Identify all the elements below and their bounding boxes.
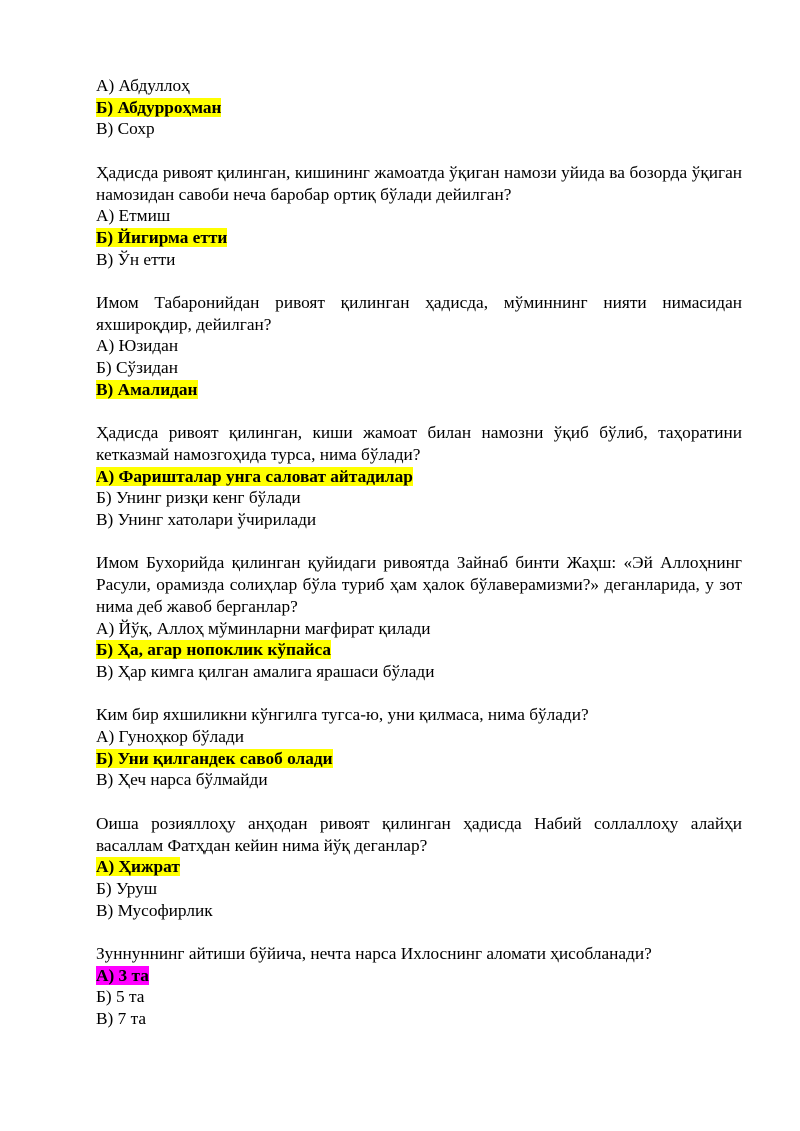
question-block bbox=[96, 292, 742, 401]
question-block bbox=[96, 552, 742, 682]
answer-option: А) Етмиш bbox=[96, 206, 171, 226]
answer-option: В) Унинг хатолари ўчирилади bbox=[96, 510, 317, 530]
answer-option: В) 7 та bbox=[96, 1009, 146, 1029]
correct-answer-option: Б) Ҳа, агар нопоклик кўпайса bbox=[96, 640, 332, 660]
answer-option: В) Ўн етти bbox=[96, 249, 176, 269]
question-text: Ҳадисда ривоят қилинган, киши жамоат билан намозни ўқиб бўлиб, таҳоратини кетказмай намозгоҳида турса, нима бўлади? bbox=[96, 423, 742, 464]
question-text: Зуннуннинг айтиши бўйича, нечта нарса Ихлоснинг аломати ҳисобланади? bbox=[96, 944, 652, 964]
question-block bbox=[96, 943, 742, 1030]
answer-option: Б) Унинг ризқи кенг бўлади bbox=[96, 488, 301, 508]
answer-option: В) Ҳеч нарса бўлмайди bbox=[96, 770, 268, 790]
correct-answer-option: А) Фаришталар унга саловат айтадилар bbox=[96, 466, 413, 486]
answer-option: Б) Сўзидан bbox=[96, 358, 178, 378]
question-text: Ҳадисда ривоят қилинган, кишининг жамоатда ўқиган намози уйида ва бозорда ўқиган намозидан савоби неча баробар ортиқ бўлади дейилган? bbox=[96, 162, 742, 204]
question-block bbox=[96, 75, 742, 140]
question-block bbox=[96, 162, 742, 271]
correct-answer-option: А) Ҳижрат bbox=[96, 857, 180, 877]
answer-option: А) Йўқ, Аллоҳ мўминларни мағфират қилади bbox=[96, 618, 431, 638]
answer-option: Б) Уруш bbox=[96, 878, 158, 898]
answer-option: В) Сохр bbox=[96, 119, 155, 139]
correct-answer-option: Б) Йигирма етти bbox=[96, 227, 228, 247]
answer-option: В) Мусофирлик bbox=[96, 900, 213, 920]
question-block bbox=[96, 813, 742, 922]
answer-option: А) Абдуллоҳ bbox=[96, 76, 190, 95]
question-block bbox=[96, 422, 742, 531]
document-page bbox=[96, 75, 742, 1030]
answer-option: А) Гуноҳкор бўлади bbox=[96, 727, 244, 747]
correct-answer-option: Б) Абдурроҳман bbox=[96, 97, 222, 117]
answer-option: Б) 5 та bbox=[96, 987, 145, 1007]
answer-option: А) Юзидан bbox=[96, 336, 179, 356]
answer-option: В) Ҳар кимга қилган амалига ярашаси бўлади bbox=[96, 661, 435, 681]
correct-answer-option: Б) Уни қилгандек савоб олади bbox=[96, 748, 333, 768]
question-text: Имом Табаронийдан ривоят қилинган ҳадисда, мўминнинг нияти нимасидан яхшироқдир, дейилган? bbox=[96, 293, 742, 334]
question-text: Имом Бухорийда қилинган қуйидаги ривоятда Зайнаб бинти Жаҳш: «Эй Аллоҳнинг Расули, орамизда солиҳлар бўла туриб ҳам ҳалок бўлаверамизми?» деганларида, у зот нима деб жавоб берганлар? bbox=[96, 553, 742, 616]
correct-answer-option: В) Амалидан bbox=[96, 379, 198, 399]
correct-answer-option: А) 3 та bbox=[96, 965, 149, 985]
question-block bbox=[96, 704, 742, 791]
question-text: Оиша розияллоҳу анҳодан ривоят қилинган ҳадисда Набий соллаллоҳу алайҳи васаллам Фатҳдан кейин нима йўқ деганлар? bbox=[96, 813, 742, 855]
question-text: Ким бир яхшиликни кўнгилга тугса-ю, уни қилмаса, нима бўлади? bbox=[96, 705, 589, 725]
